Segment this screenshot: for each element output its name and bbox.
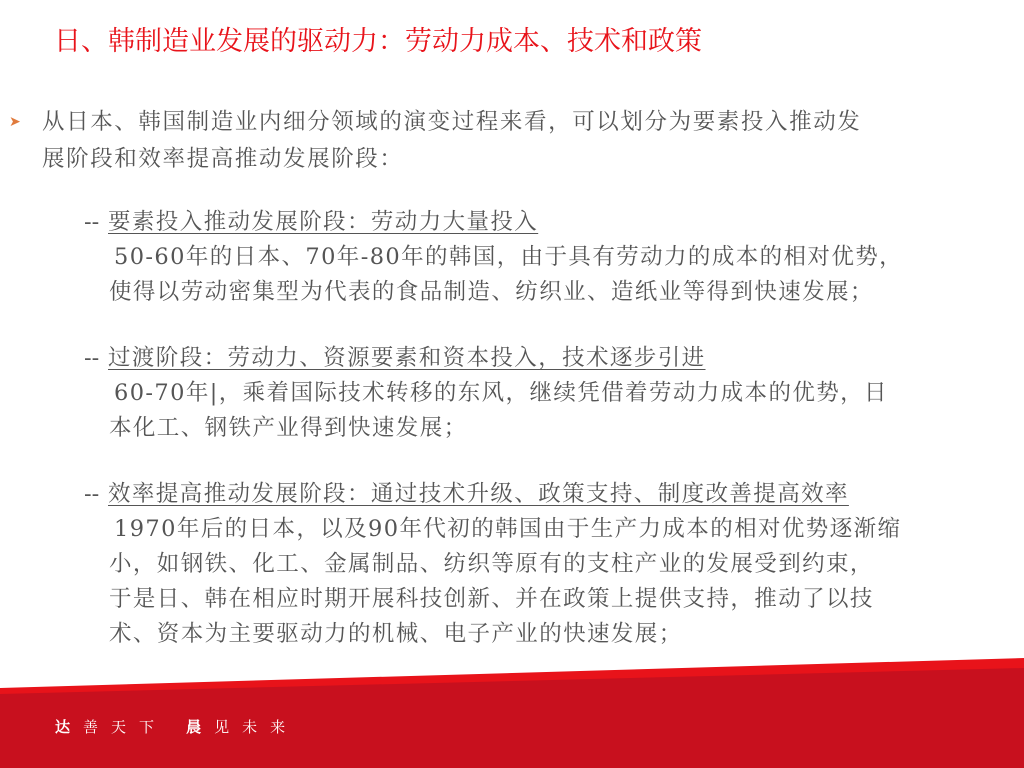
stage-dash: -- [84, 209, 100, 235]
stage-text-line: 60-70年|，乘着国际技术转移的东风，继续凭借着劳动力成本的优势，日 [114, 380, 888, 406]
slogan-char: 善 [83, 718, 99, 736]
bullet-arrow-icon: ➤ [9, 114, 21, 130]
slogan-char: 达 [55, 718, 71, 736]
stage-dash: -- [84, 345, 100, 371]
stage-text-line: 使得以劳动密集型为代表的食品制造、纺织业、造纸业等得到快速发展； [109, 279, 874, 305]
stage-title: 过渡阶段：劳动力、资源要素和资本投入，技术逐步引进 [108, 345, 706, 371]
intro-line: 展阶段和效率提高推动发展阶段： [42, 146, 404, 172]
stage-text-line: 于是日、韩在相应时期开展科技创新、并在政策上提供支持，推动了以技 [109, 586, 874, 612]
footer-band-shape [0, 658, 1024, 768]
intro-paragraph [42, 104, 997, 178]
slogan-char: 天 [111, 718, 127, 736]
stage-text-line: 本化工、钢铁产业得到快速发展； [109, 415, 468, 441]
intro-line: 从日本、韩国制造业内细分领域的演变过程来看，可以划分为要素投入推动发 [42, 109, 862, 135]
stage-text-line: 小，如钢铁、化工、金属制品、纺织等原有的支柱产业的发展受到约束， [109, 551, 874, 577]
stage-title: 要素投入推动发展阶段：劳动力大量投入 [108, 209, 539, 235]
stage-text-line: 术、资本为主要驱动力的机械、电子产业的快速发展； [109, 621, 683, 647]
stage-efficiency [84, 476, 1004, 652]
slogan-char: 下 [139, 718, 155, 736]
stage-factor-input [84, 204, 1004, 310]
stage-dash: -- [84, 481, 100, 507]
stage-text-line: 1970年后的日本，以及90年代初的韩国由于生产力成本的相对优势逐渐缩 [114, 516, 902, 542]
stage-text-line: 50-60年的日本、70年-80年的韩国，由于具有劳动力的成本的相对优势， [114, 244, 904, 270]
slide-title: 日、韩制造业发展的驱动力：劳动力成本、技术和政策 [54, 26, 702, 57]
slogan-char: 见 [214, 718, 230, 736]
slogan-char: 晨 [186, 718, 202, 736]
stage-transition [84, 340, 1004, 446]
slogan-char: 未 [242, 718, 258, 736]
footer-band [0, 658, 1024, 768]
stage-title: 效率提高推动发展阶段：通过技术升级、政策支持、制度改善提高效率 [108, 481, 849, 507]
footer-slogan [55, 716, 298, 737]
slogan-char: 来 [270, 718, 286, 736]
